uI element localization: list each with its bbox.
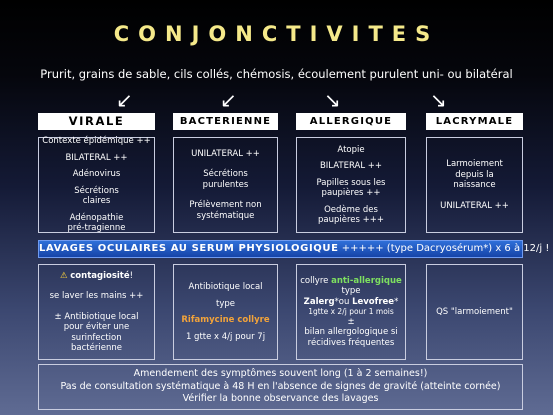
lacrymale-sign: Larmoiement depuis la naissance (446, 159, 503, 190)
brand-separator: *ou (334, 296, 350, 307)
collyre-prefix: collyre (300, 275, 329, 286)
bacterienne-treatment-box (173, 264, 278, 360)
plusminus-sign: ± (347, 316, 355, 327)
arrow-down-right-icon: ↘ (430, 88, 447, 112)
warning-suffix: ! (129, 270, 134, 281)
bacterienne-treatment-line: type (216, 298, 235, 309)
allergique-signs-box (296, 137, 406, 233)
virale-sign: BILATERAL ++ (65, 152, 128, 163)
levofree-brand: Levofree (352, 296, 395, 307)
page-title: CONJONCTIVITES (113, 22, 440, 46)
warning-icon: ⚠ (59, 270, 68, 281)
dose-line: 1gtte x 2/j pour 1 mois (308, 307, 394, 317)
footer-line: Pas de consultation systématique à 48 H en l'absence de signes de gravité (atteinte cornée) (60, 380, 501, 392)
symptoms-subtitle: Prurit, grains de sable, cils collés, chémosis, écoulement purulent uni- ou bilatéral (40, 67, 513, 81)
bacterienne-treatment-line: Antibiotique local (188, 282, 263, 292)
footer-line: Amendement des symptômes souvent long (1 à 2 semaines!) (133, 368, 428, 380)
banner-rest-text: +++++ (type Dacryosérum*) x 6 à 12/j ! (338, 243, 550, 254)
allergique-sign: Atopie (337, 144, 365, 155)
bilan-line: bilan allergologique si récidives fréquentes (304, 327, 398, 348)
bacterienne-treatment-line: 1 gtte x 4/j pour 7j (185, 331, 266, 342)
bacterienne-sign: UNILATERAL ++ (191, 148, 260, 159)
type-label: type (341, 286, 361, 297)
bacterienne-sign: Sécrétions purulentes (202, 169, 249, 190)
virale-sign: Adénopathie pré-tragienne (67, 212, 126, 234)
lacrymale-treatment-box (426, 264, 523, 360)
lacrymale-signs-box (426, 137, 523, 233)
header-allergique: ALLERGIQUE (296, 113, 406, 130)
allergique-treatment-box (296, 264, 406, 360)
footer-notes-box (38, 364, 523, 410)
rifamycine-drug: Rifamycine collyre (181, 315, 270, 325)
banner-bold-text: LAVAGES OCULAIRES AU SERUM PHYSIOLOGIQUE (39, 243, 339, 254)
lacrymale-treatment-line: QS "larmoiement" (436, 306, 513, 317)
allergique-sign: BILATERAL ++ (319, 161, 383, 171)
allergique-sign: Oedème des paupières +++ (317, 204, 384, 225)
virale-treatment-box (38, 264, 155, 360)
virale-treatment-line: se laver les mains ++ (49, 291, 144, 301)
lavages-banner (38, 240, 550, 258)
arrow-down-right-icon: ↘ (324, 88, 341, 112)
allergique-sign: Papilles sous les paupières ++ (316, 177, 386, 198)
virale-sign: Adénovirus (72, 169, 121, 180)
bacterienne-signs-box (173, 137, 278, 233)
virale-sign: Contexte épidémique ++ (42, 136, 151, 147)
zalerg-brand: Zalerg (303, 296, 335, 307)
footer-line: Vérifier la bonne observance des lavages (182, 393, 379, 405)
virale-sign: Sécrétions claires (74, 185, 119, 207)
virale-signs-box (38, 137, 155, 233)
header-bacterienne: BACTERIENNE (173, 113, 278, 130)
arrow-down-left-icon: ↙ (220, 88, 237, 112)
anti-allergique-highlight: anti-allergique (331, 275, 402, 286)
header-virale: VIRALE (38, 113, 155, 130)
brand-suffix: * (394, 296, 399, 307)
contagiosite-label: contagiosité (70, 270, 130, 281)
lacrymale-sign: UNILATERAL ++ (440, 200, 509, 211)
arrow-down-left-icon: ↙ (116, 88, 133, 112)
bacterienne-sign: Prélèvement non systématique (189, 200, 262, 221)
header-lacrymale: LACRYMALE (426, 113, 523, 130)
virale-treatment-line: ± Antibiotique local pour éviter une surinfection bactérienne (54, 311, 139, 353)
